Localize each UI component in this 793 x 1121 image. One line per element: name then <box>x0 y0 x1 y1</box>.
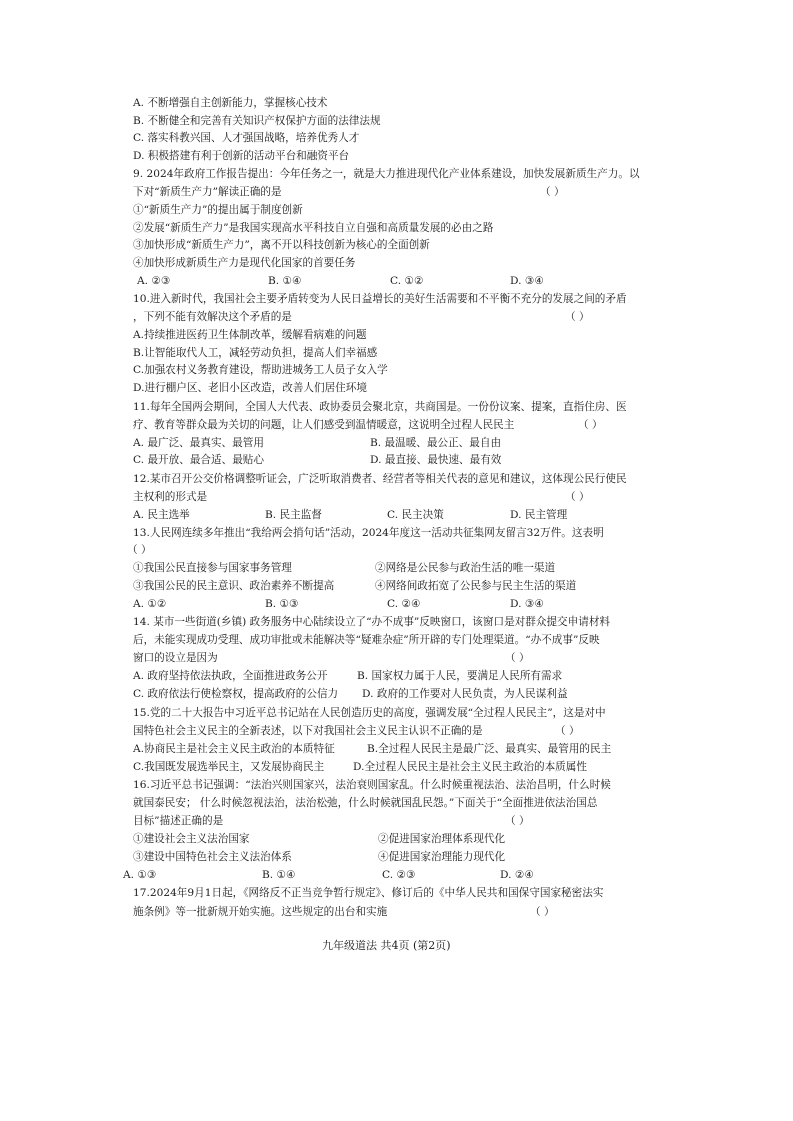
question-16-stem: 就国泰民安； 什么时候忽视法治，法治松弛，什么时候就国乱民怨。”下面关于“全面推进依法治国总 <box>133 797 598 809</box>
option: B. 民主监督 <box>265 509 322 521</box>
option-line: B. 不断健全和完善有关知识产权保护方面的法律法规 <box>133 115 381 127</box>
statement: ④促进国家治理能力现代化 <box>378 851 506 863</box>
option: B. 最温暖、最公正、最自由 <box>370 437 502 449</box>
question-12-stem: 主权利的形式是 <box>133 491 208 503</box>
option: A. ①② <box>133 598 167 610</box>
answer-paren: （ ） <box>505 652 530 664</box>
statement: ②网络是公民参与政治生活的唯一渠道 <box>375 562 556 574</box>
question-10-stem: 10.进入新时代，我国社会主要矛盾转变为人民日益增长的美好生活需要和不平衡不充分的发展之间的矛盾 <box>133 293 627 305</box>
option: D. ③④ <box>510 598 544 610</box>
statement: ②促进国家治理体系现代化 <box>378 833 506 845</box>
option-line: D.全过程人民民主是社会主义民主政治的本质属性 <box>353 761 587 773</box>
question-16-stem: 16.习近平总书记强调：“法治兴则国家兴，法治衰则国家乱。什么时候重视法治、法治昌明，什么时候 <box>133 779 611 791</box>
option: C. ②④ <box>387 598 421 610</box>
statement: ①建设社会主义法治国家 <box>133 833 250 845</box>
statement: ②发展“新质生产力”是我国实现高水平科技自立自强和高质量发展的必由之路 <box>133 222 494 234</box>
option-line: C. 落实科教兴国、人才强国战略，培养优秀人才 <box>133 132 360 144</box>
question-11-stem: 疗、教育等群众最为关切的问题，让人们感受到温情暖意，这说明全过程人民民主 <box>133 419 515 431</box>
option: A. ①③ <box>123 869 157 881</box>
option-line: D. 政府的工作要对人民负责，为人民谋利益 <box>362 688 568 700</box>
answer-paren: （ ） <box>530 906 555 918</box>
option: D. 民主管理 <box>510 509 568 521</box>
answer-paren: （ ） <box>565 491 590 503</box>
option: C. ②③ <box>382 869 416 881</box>
question-17-stem: 17.2024年9月1日起，《网络反不正当竞争暂行规定》、修订后的《中华人民共和国保守国家秘密法实 <box>133 887 604 899</box>
answer-paren: （ ） <box>127 544 152 556</box>
question-15-stem: 15.党的二十大报告中习近平总书记站在人民创造历史的高度，强调发展“全过程人民民主”，这是对中 <box>133 707 606 719</box>
statement: ①“新质生产力”的提出属于制度创新 <box>133 204 303 216</box>
question-12-stem: 12.某市召开公交价格调整听证会，广泛听取消费者、经营者等相关代表的意见和建议，这体现公民行使民 <box>133 473 627 485</box>
option: C. 最开放、最合适、最贴心 <box>133 454 264 466</box>
option: D. ③④ <box>510 275 544 287</box>
statement: ④网络间政拓宽了公民参与民主生活的渠道 <box>375 580 577 592</box>
option: B. ①④ <box>262 869 296 881</box>
question-15-stem: 国特色社会主义民主的全新表述，以下对我国社会主义民主认识不正确的是 <box>133 725 483 737</box>
question-11-stem: 11.每年全国两会期间，全国人大代表、政协委员会聚北京，共商国是。一份份议案、提案，直指住房、医 <box>133 401 627 413</box>
statement: ③加快形成“新质生产力”，离不开以科技创新为核心的全面创新 <box>133 239 430 251</box>
option-line: A. 不断增强自主创新能力，掌握核心技术 <box>133 97 328 109</box>
answer-paren: （ ） <box>505 815 530 827</box>
question-17-stem: 施条例》等一批新规开始实施。这些规定的出台和实施 <box>133 906 388 918</box>
option-line: A.协商民主是社会主义民主政治的本质特征 <box>133 743 335 755</box>
page-footer: 九年级道法 共4页 (第2页) <box>322 939 451 952</box>
option-line: B. 国家权力属于人民，要满足人民所有需求 <box>357 670 563 682</box>
option: B. ①③ <box>265 598 299 610</box>
question-14-stem: 14. 某市一些街道(乡镇) 政务服务中心陆续设立了“办不成事”反映窗口，该窗口是对群众提交申请材料 <box>133 616 611 628</box>
option-line: C. 政府依法行使检察权，提高政府的公信力 <box>133 688 339 700</box>
statement: ④加快形成新质生产力是现代化国家的首要任务 <box>133 257 356 269</box>
question-13-stem: 13.人民网连续多年推出“我给两会捎句话”活动，2024年度这一活动共征集网友留言32万件。这表明 <box>133 527 604 539</box>
question-14-stem: 后，未能实现成功受理、成功审批或未能解决等“疑难杂症”所开辟的专门处理渠道。“办不成事”反映 <box>133 634 600 646</box>
question-9-stem: 9. 2024年政府工作报告提出：今年任务之一，就是大力推进现代化产业体系建设，加快发展新质生产力。以 <box>133 168 640 180</box>
statement: ①我国公民直接参与国家事务管理 <box>133 562 292 574</box>
question-9-stem: 下对“新质生产力”解读正确的是 <box>133 186 282 198</box>
option: B. ①④ <box>268 275 302 287</box>
option-line: B.全过程人民民主是最广泛、最真实、最管用的民主 <box>367 743 612 755</box>
option-line: A. 政府坚持依法执政，全面推进政务公开 <box>133 670 328 682</box>
statement: ③我国公民的民主意识、政治素养不断提高 <box>133 580 335 592</box>
option-line: C.加强农村义务教育建设，帮助进城务工人员子女入学 <box>133 364 388 376</box>
option-line: A.持续推进医药卫生体制改革，缓解看病难的问题 <box>133 329 367 341</box>
option: A. 民主选举 <box>133 509 190 521</box>
option: C. ①② <box>390 275 424 287</box>
question-14-stem: 窗口的设立是因为 <box>133 652 218 664</box>
option: D. ②④ <box>500 869 534 881</box>
option: C. 民主决策 <box>387 509 444 521</box>
question-10-stem: ，下列不能有效解决这个矛盾的是 <box>133 311 292 323</box>
answer-paren: （ ） <box>565 311 590 323</box>
option-line: D.进行棚户区、老旧小区改造，改善人们居住环境 <box>133 382 367 394</box>
answer-paren: （ ） <box>578 419 603 431</box>
answer-paren: （ ） <box>555 725 580 737</box>
option-line: B.让智能取代人工，减轻劳动负担，提高人们幸福感 <box>133 347 378 359</box>
question-16-stem: 目标”描述正确的是 <box>133 815 224 827</box>
option-line: D. 积极搭建有利于创新的活动平台和融资平台 <box>133 150 350 162</box>
option: D. 最直接、最快速、最有效 <box>370 454 502 466</box>
option: A. ②③ <box>137 275 171 287</box>
answer-paren: （ ） <box>540 186 565 198</box>
option: A. 最广泛、最真实、最管用 <box>133 437 264 449</box>
option-line: C.我国既发展选举民主，又发展协商民主 <box>133 761 325 773</box>
statement: ③建设中国特色社会主义法治体系 <box>133 851 292 863</box>
